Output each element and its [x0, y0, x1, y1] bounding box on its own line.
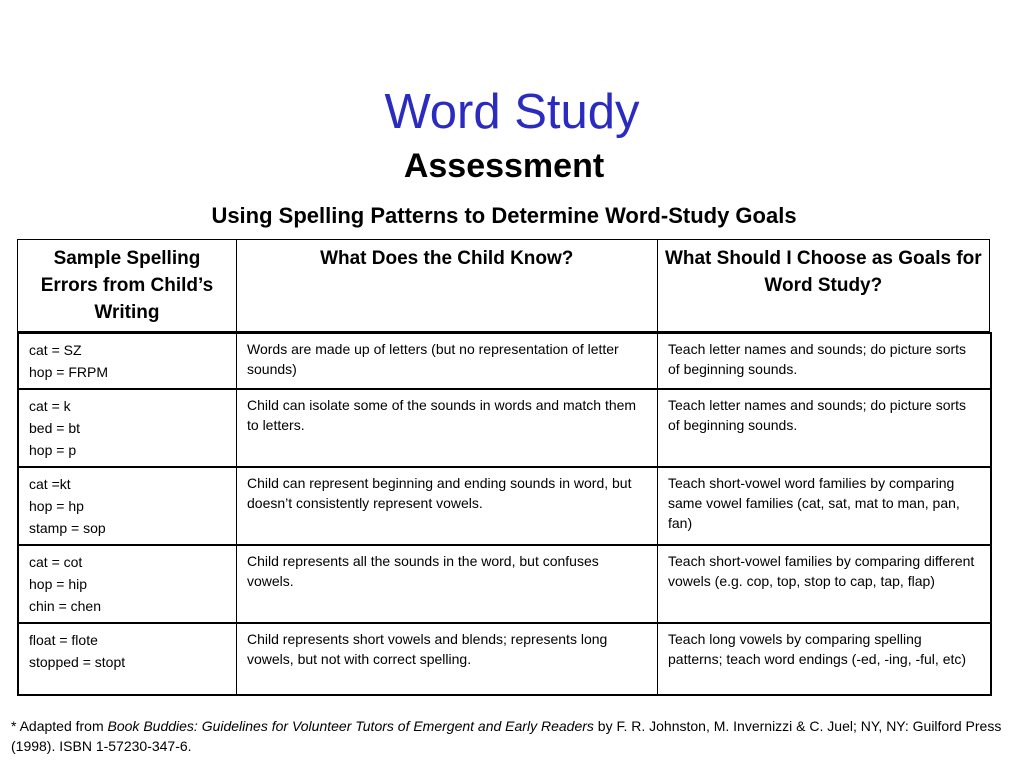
error-example: hop = hp	[29, 498, 84, 514]
error-example: cat = k	[29, 398, 71, 414]
table-header	[17, 239, 990, 332]
errors-cell	[18, 389, 237, 467]
goals-cell: Teach short-vowel families by comparing different vowels (e.g. cop, top, stop to cap, tap, flap)	[658, 545, 992, 623]
errors-cell	[18, 333, 237, 389]
footnote-book-title: Book Buddies: Guidelines for Volunteer Tutors of Emergent and Early Readers	[107, 718, 594, 734]
knows-cell: Words are made up of letters (but no representation of letter sounds)	[237, 333, 658, 389]
error-example: stamp = sop	[29, 520, 106, 536]
error-example: hop = FRPM	[29, 364, 108, 380]
knows-cell: Child can isolate some of the sounds in words and match them to letters.	[237, 389, 658, 467]
error-example: stopped = stopt	[29, 654, 126, 670]
footnote-prefix: * Adapted from	[11, 718, 108, 734]
header-spelling-errors: Sample Spelling Errors from Child’s Writing	[18, 240, 237, 332]
errors-cell	[18, 623, 237, 695]
error-example: cat = cot	[29, 554, 83, 570]
table-row	[18, 467, 991, 545]
table-caption: Using Spelling Patterns to Determine Word-Study Goals	[211, 203, 797, 228]
knows-cell: Child represents short vowels and blends; represents long vowels, but not with correct spelling.	[237, 623, 658, 695]
knows-cell: Child represents all the sounds in the word, but confuses vowels.	[237, 545, 658, 623]
spelling-patterns-table	[17, 332, 992, 696]
table-row	[18, 389, 991, 467]
header-row	[18, 240, 990, 332]
knows-cell: Child can represent beginning and ending sounds in word, but doesn’t consistently represent vowels.	[237, 467, 658, 545]
goals-cell: Teach letter names and sounds; do picture sorts of beginning sounds.	[658, 333, 992, 389]
errors-cell	[18, 467, 237, 545]
slide-title: Word Study	[384, 85, 640, 139]
table-row	[18, 623, 991, 695]
header-child-knows: What Does the Child Know?	[236, 240, 657, 332]
footnote	[11, 716, 1006, 756]
error-example: hop = p	[29, 442, 77, 458]
header-study-goals: What Should I Choose as Goals for Word Study?	[657, 240, 989, 332]
errors-cell	[18, 545, 237, 623]
footnote-suffix: by F. R. Johnston, M. Invernizzi & C. Juel; NY, NY: Guilford Press (1998). ISBN 1-57230-347-6.	[11, 718, 1002, 754]
goals-cell: Teach letter names and sounds; do picture sorts of beginning sounds.	[658, 389, 992, 467]
goals-cell: Teach short-vowel word families by comparing same vowel families (cat, sat, mat to man, pan, fan)	[658, 467, 992, 545]
error-example: cat =kt	[29, 476, 71, 492]
error-example: float = flote	[29, 632, 98, 648]
table-row	[18, 333, 991, 389]
error-example: hop = hip	[29, 576, 87, 592]
table-row	[18, 545, 991, 623]
error-example: cat = SZ	[29, 342, 82, 358]
goals-cell: Teach long vowels by comparing spelling patterns; teach word endings (-ed, -ing, -ful, etc)	[658, 623, 992, 695]
error-example: chin = chen	[29, 598, 101, 614]
error-example: bed = bt	[29, 420, 80, 436]
slide-subtitle: Assessment	[403, 147, 605, 185]
